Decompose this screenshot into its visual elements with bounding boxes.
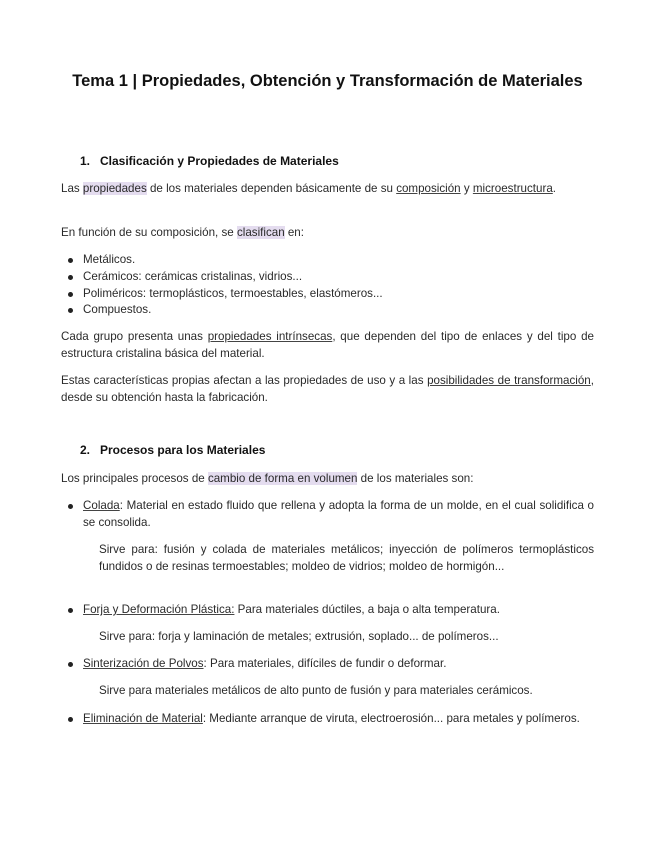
- bullet-icon: [68, 662, 73, 667]
- process-term: Sinterización de Polvos: [83, 657, 204, 670]
- process-use: Sirve para: forja y laminación de metales; extrusión, soplado... de polímeros...: [99, 630, 499, 643]
- section-1-heading: [80, 154, 339, 168]
- highlight-propiedades: propiedades: [82, 182, 147, 195]
- section-1-number: 1.: [80, 154, 91, 168]
- paragraph-classification: En función de su composición, se clasifican en:: [61, 226, 304, 239]
- section-2-title: Procesos para los Materiales: [100, 443, 266, 457]
- underline-composicion: composición: [396, 182, 461, 195]
- underline-microestructura: microestructura: [472, 182, 553, 195]
- process-use: Sirve para: fusión y colada de materiales metálicos; inyección de polímeros termoplásticos fundidos o de resinas termoestables; moldeo de vidrios; moldeo de hormigón...: [99, 543, 594, 573]
- paragraph-properties: Las propiedades de los materiales dependen básicamente de su composición y microestructura.: [61, 182, 557, 195]
- list-item: Metálicos.: [61, 251, 594, 268]
- bullet-icon: [68, 717, 73, 722]
- paragraph-characteristics: Estas características propias afectan a las propiedades de uso y a las posibilidades de transformación, desde su obtención hasta la fabricación.: [61, 374, 594, 404]
- process-term: Colada: [83, 499, 120, 512]
- list-item-colada: [61, 497, 594, 531]
- process-term: Forja y Deformación Plástica:: [83, 603, 235, 616]
- bullet-icon: [68, 308, 73, 313]
- list-item: Cerámicos: cerámicas cristalinas, vidrios...: [61, 268, 594, 285]
- process-description: Para materiales dúctiles, a baja o alta temperatura.: [234, 603, 500, 616]
- list-item: Compuestos.: [61, 301, 594, 318]
- bullet-icon: [68, 504, 73, 509]
- process-description: : Para materiales, difíciles de fundir o deformar.: [203, 657, 447, 670]
- process-term: Eliminación de Material: [83, 712, 203, 725]
- section-2-number: 2.: [80, 443, 91, 457]
- bullet-icon: [68, 258, 73, 263]
- section-1-title: Clasificación y Propiedades de Materiales: [100, 154, 339, 168]
- bullet-icon: [68, 292, 73, 297]
- list-item-sinterizacion: [61, 655, 594, 672]
- list-item: Poliméricos: termoplásticos, termoestables, elastómeros...: [61, 285, 594, 302]
- highlight-clasifican: clasifican: [236, 226, 285, 239]
- document-title: Tema 1 | Propiedades, Obtención y Transformación de Materiales: [72, 72, 583, 90]
- process-description: : Mediante arranque de viruta, electroerosión... para metales y polímeros.: [202, 712, 580, 725]
- highlight-cambio-forma: cambio de forma en volumen: [207, 472, 358, 485]
- process-use: Sirve para materiales metálicos de alto punto de fusión y para materiales cerámicos.: [99, 684, 533, 697]
- section-2-heading: [80, 443, 265, 457]
- bullet-icon: [68, 275, 73, 280]
- paragraph-processes-intro: Los principales procesos de cambio de forma en volumen de los materiales son:: [61, 472, 474, 485]
- underline-posibilidades-transformacion: posibilidades de transformación: [427, 374, 591, 387]
- process-description: : Material en estado fluido que rellena y adopta la forma de un molde, en el cual solidifica o se consolida.: [83, 499, 594, 529]
- bullet-icon: [68, 608, 73, 613]
- underline-propiedades-intrinsecas: propiedades intrínsecas: [207, 330, 333, 343]
- paragraph-intrinsic-properties: Cada grupo presenta unas propiedades intrínsecas, que dependen del tipo de enlaces y del tipo de estructura cristalina básica del material.: [61, 330, 594, 360]
- list-item-eliminacion: [61, 710, 594, 727]
- list-item-forja: [61, 601, 594, 618]
